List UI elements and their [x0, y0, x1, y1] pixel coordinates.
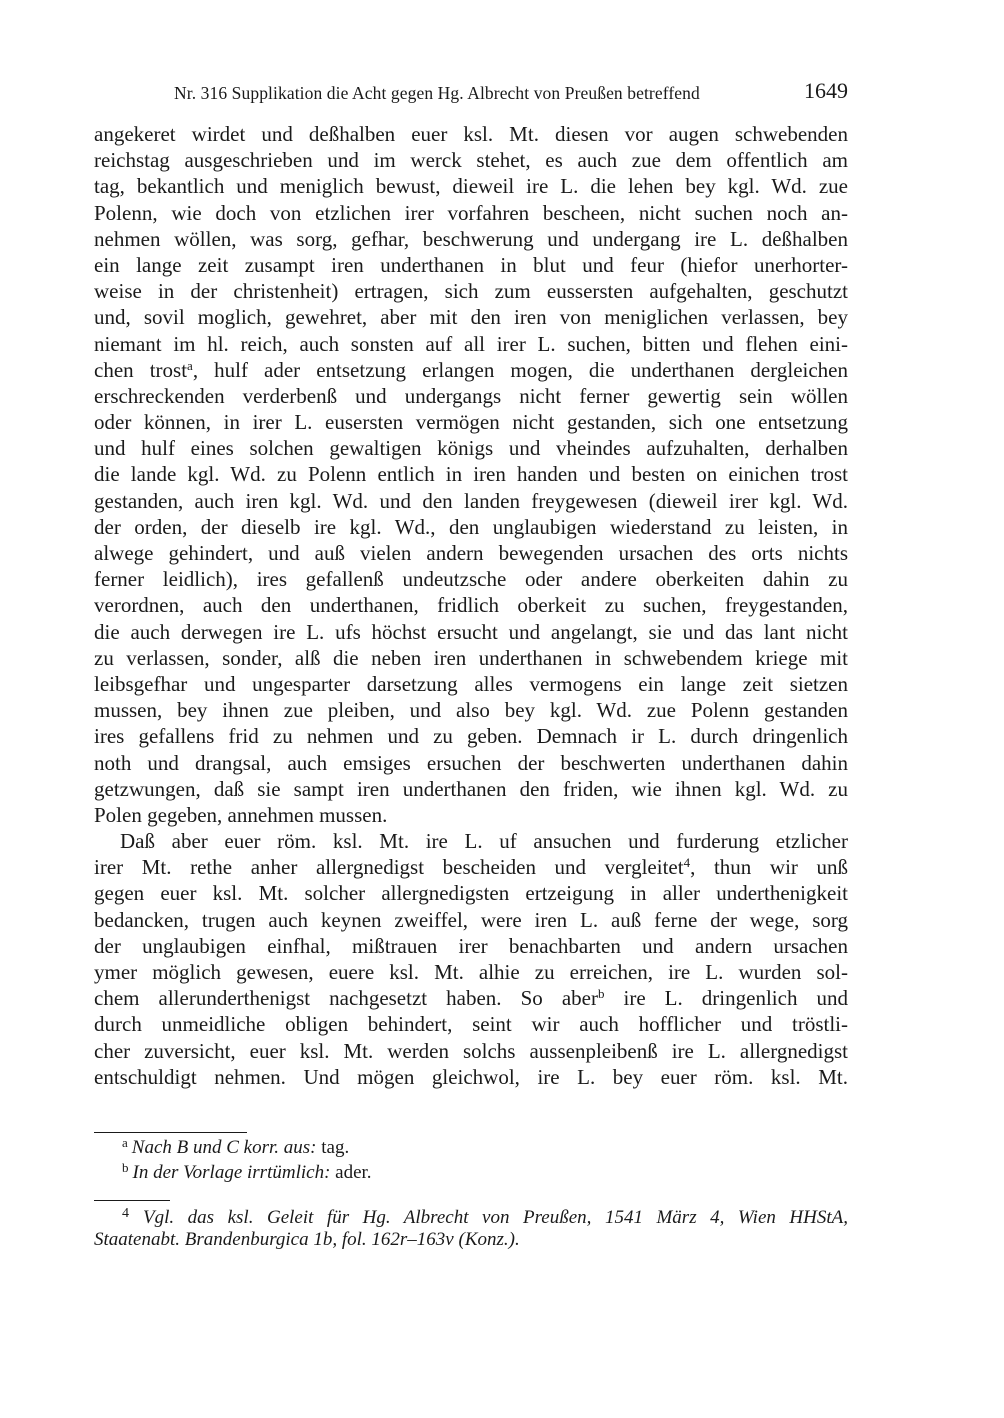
- footnote-a-italic: Nach B und C korr. aus:: [131, 1137, 317, 1158]
- footnote-b-italic: In der Vorlage irrtümlich:: [132, 1162, 331, 1183]
- text-line: die lande kgl. Wd. zu Polenn entlich in iren handen und besten on einichen trost: [94, 462, 848, 487]
- text-line: chen trost$^a$, hulf ader entsetzung erlangen mogen, die underthanen dergleichen: [94, 357, 848, 382]
- footnote-4: [94, 1207, 848, 1251]
- main-text: [94, 121, 848, 1090]
- footnote-b-mark: b: [122, 1160, 129, 1175]
- text-line: verordnen, auch den underthanen, fridlich oberkeit zu suchen, freygestanden,: [94, 593, 848, 618]
- footnote-b: [122, 1162, 372, 1184]
- page-number: 1649: [804, 78, 848, 103]
- text-line: angekeret wirdet und deßhalben euer ksl. Mt. diesen vor augen schwebenden: [94, 122, 848, 146]
- text-line: gegen euer ksl. Mt. solcher allergnedigsten ertzeigung in aller underthenigkeit: [94, 881, 848, 906]
- footnote-separator-numbers: [94, 1200, 170, 1201]
- footnote-4-mark: 4: [122, 1206, 129, 1221]
- text-line: erschreckenden verderbenß und undergangs nicht ferner gewertig sein wöllen: [94, 383, 848, 408]
- text-line: der unglaubigen einfhal, mißtrauen irer benachbarten und andern ursachen: [94, 933, 848, 958]
- text-line: noth und drangsal, auch emsiges ersuchen der beschwerten underthanen dahin: [94, 750, 848, 775]
- text-line: niemant im hl. reich, auch sonsten auf all irer L. suchen, bitten und flehen eini-: [94, 331, 848, 356]
- footnote-reference: 4: [683, 855, 691, 871]
- text-line: Polen gegeben, annehmen mussen.: [94, 802, 388, 827]
- text-line: alwege gehindert, und auß vielen andern bewegenden ursachen des orts nichts: [94, 541, 848, 565]
- text-line: zu verlassen, sonder, alß die neben iren underthanen in schwebendem kriege mit: [94, 645, 848, 670]
- text-line: weise in der christenheit) ertragen, sich zum eussersten aufgehalten, geschutzt: [94, 279, 848, 304]
- footnote-separator-letters: [94, 1132, 247, 1133]
- text-line: chem allerunderthenigst nachgesetzt haben. So aber$^b$ ire L. dringenlich und: [94, 986, 848, 1011]
- text-line: tag, bekantlich und meniglich bewust, dieweil ire L. die lehen bey kgl. Wd. zue: [94, 174, 848, 199]
- footnote-reference: a: [187, 357, 193, 373]
- text-line: und, sovil moglich, gewehret, aber mit den iren von meniglichen verlassen, bey: [94, 305, 848, 330]
- text-line: bedancken, trugen auch keynen zweiffel, were iren L. auß ferne der wege, sorg: [94, 907, 848, 932]
- text-line: entschuldigt nehmen. Und mögen gleichwol, ire L. bey euer röm. ksl. Mt.: [94, 1064, 848, 1089]
- text-line: leibsgefhar und ungesparter darsetzung alles vermogens ein lange zeit sietzen: [94, 671, 848, 696]
- text-line: Daß aber euer röm. ksl. Mt. ire L. uf ansuchen und furderung etzlicher: [120, 829, 848, 854]
- text-line: die auch derwegen ire L. ufs höchst ersucht und angelangt, sie und das lant nicht: [94, 619, 848, 644]
- text-line: cher zuversicht, euer ksl. Mt. werden solchs aussenpleibenß ire L. allergnedigst: [94, 1038, 848, 1063]
- running-header: [94, 78, 848, 108]
- footnote-b-text: ader.: [330, 1162, 372, 1183]
- footnote-4-line-2: [94, 1229, 848, 1251]
- text-line: getzwungen, daß sie sampt iren underthanen den friden, wie ihnen kgl. Wd. zu: [94, 776, 848, 801]
- text-line: ein lange zeit zusampt iren underthanen in blut und feur (hiefor unerhorter-: [94, 252, 848, 277]
- text-line: reichstag ausgeschrieben und im werck stehet, es auch zue dem offentlich am: [94, 148, 848, 173]
- text-line: ymer möglich gewesen, euere ksl. Mt. alhie zu erreichen, ire L. wurden sol-: [94, 960, 848, 984]
- text-line: und hulf eines solchen gewaltigen königs und vheindes aufzuhalten, derhalben: [94, 436, 848, 461]
- footnote-4-text-1: Vgl. das ksl. Geleit für Hg. Albrecht von Preußen, 1541 März 4, Wien HHStA,: [143, 1207, 848, 1228]
- text-line: Polenn, wie doch von etzlichen irer vorfahren bescheen, nicht suchen noch an-: [94, 200, 848, 225]
- footnote-4-line-1: [94, 1207, 848, 1229]
- text-line: nehmen wöllen, was sorg, gefhar, beschwerung und undergang ire L. deßhalben: [94, 226, 848, 251]
- text-line: irer Mt. rethe anher allergnedigst bescheiden und vergleitet$^4$, thun wir unß: [94, 855, 849, 880]
- text-line: mussen, bey ihnen zue pleiben, und also bey kgl. Wd. zue Polenn gestanden: [94, 698, 848, 723]
- text-line: ferner leidlich), ires gefallenß undeutzsche oder andere oberkeiten dahin zu: [94, 567, 848, 592]
- running-head-title: Nr. 316 Supplikation die Acht gegen Hg. Albrecht von Preußen betreffend: [174, 83, 700, 103]
- text-line: der orden, der dieselb ire kgl. Wd., den unglaubigen wiederstand zu leisten, in: [94, 514, 848, 539]
- footnote-a-mark: a: [122, 1135, 128, 1150]
- footnote-a: [122, 1137, 349, 1159]
- footnote-4-text-2: Staatenabt. Brandenburgica 1b, fol. 162r–163v (Konz.).: [94, 1229, 520, 1250]
- text-line: ires gefallens frid zu nehmen und zu geben. Demnach ir L. durch dringenlich: [94, 724, 848, 749]
- text-line: durch unmeidliche obligen behindert, seint wir auch hofflicher und tröstli-: [94, 1012, 848, 1037]
- text-line: gestanden, auch iren kgl. Wd. und den landen freygewesen (dieweil irer kgl. Wd.: [94, 488, 848, 513]
- text-line: oder können, in irer L. eusersten vermögen nicht gestanden, sich one entsetzung: [94, 410, 848, 435]
- footnote-a-text: tag.: [316, 1137, 350, 1158]
- footnote-reference: b: [597, 986, 605, 1002]
